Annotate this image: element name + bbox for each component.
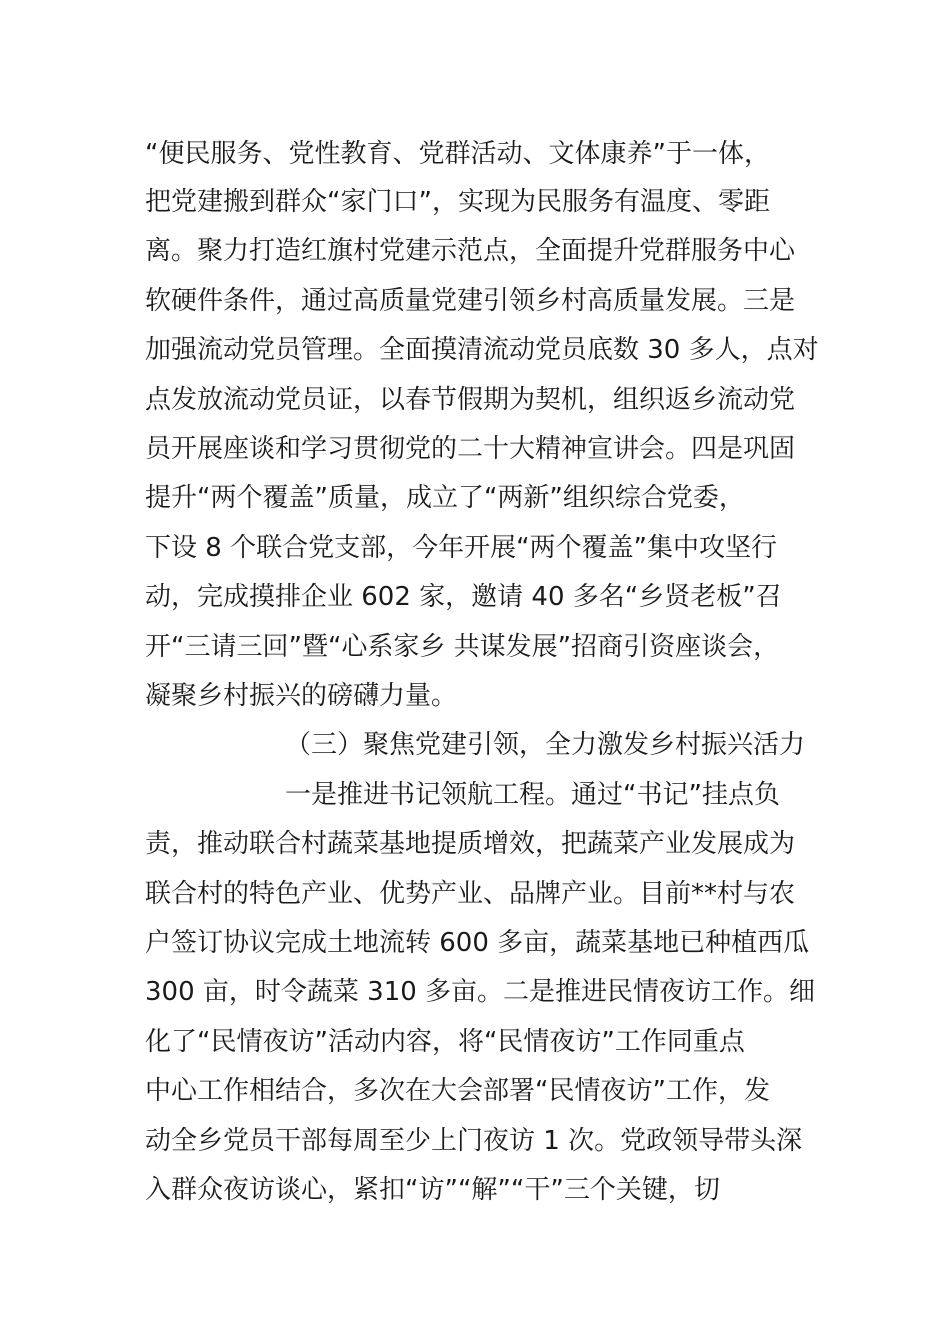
body-line-14: 一是推进书记领航工程。通过“书记”挂点负 — [285, 780, 780, 810]
body-line-10: 动，完成摸排企业 602 家，邀请 40 多名“乡贤老板”召 — [145, 582, 782, 612]
body-line-17: 户签订协议完成土地流转 600 多亩，蔬菜基地已种植西瓜 — [145, 928, 810, 958]
section-heading: （三）聚焦党建引领，全力激发乡村振兴活力 — [285, 730, 806, 760]
body-line-1: “便民服务、党性教育、党群活动、文体康养”于一体， — [145, 139, 770, 169]
body-line-7: 员开展座谈和学习贯彻党的二十大精神宣讲会。四是巩固 — [145, 434, 796, 464]
body-line-20: 中心工作相结合，多次在大会部署“民情夜访”工作，发 — [145, 1076, 770, 1106]
body-line-2: 把党建搬到群众“家门口”，实现为民服务有温度、零距 — [145, 187, 770, 217]
body-line-22: 入群众夜访谈心，紧扣“访”“解”“干”三个关键，切 — [145, 1175, 720, 1205]
body-line-4: 软硬件条件，通过高质量党建引领乡村高质量发展。三是 — [145, 286, 796, 316]
body-line-19: 化了“民情夜访”活动内容，将“民情夜访”工作同重点 — [145, 1027, 745, 1057]
body-line-5: 加强流动党员管理。全面摸清流动党员底数 30 多人，点对 — [145, 335, 819, 365]
body-line-18: 300 亩，时令蔬菜 310 多亩。二是推进民情夜访工作。细 — [145, 977, 816, 1007]
body-line-9: 下设 8 个联合党支部，今年开展“两个覆盖”集中攻坚行 — [145, 533, 778, 563]
body-line-8: 提升“两个覆盖”质量，成立了“两新”组织综合党委， — [145, 483, 745, 513]
body-line-16: 联合村的特色产业、优势产业、品牌产业。目前**村与农 — [145, 879, 796, 909]
body-line-15: 责，推动联合村蔬菜基地提质增效，把蔬菜产业发展成为 — [145, 829, 796, 859]
body-line-3: 离。聚力打造红旗村党建示范点，全面提升党群服务中心 — [145, 236, 796, 266]
body-line-21: 动全乡党员干部每周至少上门夜访 1 次。党政领导带头深 — [145, 1126, 803, 1156]
body-line-12: 凝聚乡村振兴的磅礴力量。 — [145, 681, 458, 711]
body-line-6: 点发放流动党员证，以春节假期为契机，组织返乡流动党 — [145, 385, 796, 415]
body-line-11: 开“三请三回”暨“心系家乡 共谋发展”招商引资座谈会， — [145, 632, 780, 662]
